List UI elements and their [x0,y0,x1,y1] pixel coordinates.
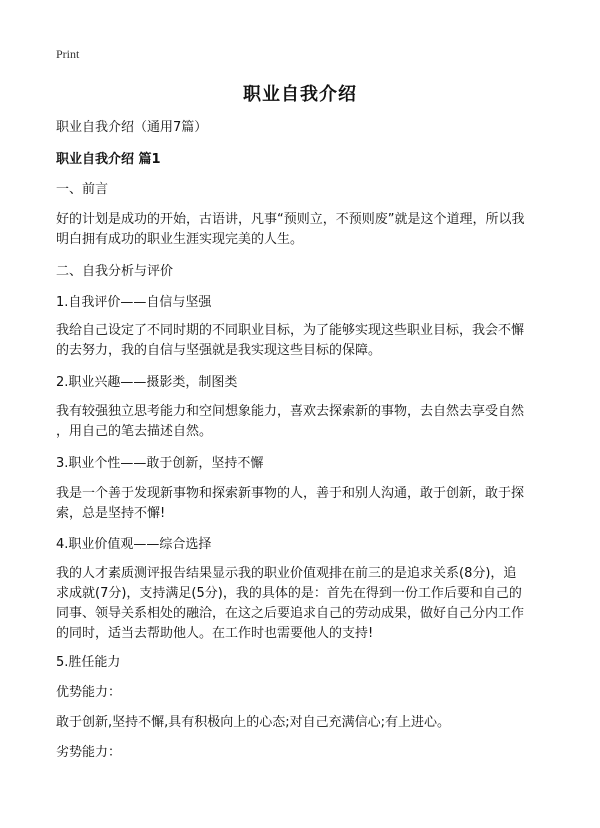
weaknesses-heading: 劣势能力： [56,745,122,760]
preface-paragraph [56,210,552,250]
paragraph-line: 我的人才素质测评报告结果显示我的职业价值观排在前三的是追求关系(8分)，追 [56,566,517,581]
strengths-text: 敢于创新,坚持不懈,具有积极向上的心态;对自己充满信心;有上进心。 [56,715,451,730]
item3-paragraph [56,484,552,524]
paragraph-line: 我有较强独立思考能力和空间想象能力，喜欢去探索新的事物，去自然去享受自然 [56,404,525,419]
item2-paragraph [56,402,552,442]
paragraph-line: 好的计划是成功的开始，古语讲，凡事“预则立，不预则废”就是这个道理，所以我 [56,212,525,227]
print-label: Print [56,47,80,61]
item1-paragraph [56,321,552,361]
document-subtitle: 职业自我介绍（通用7篇） [56,120,208,135]
paragraph-line: 明白拥有成功的职业生涯实现完美的人生。 [56,232,304,247]
item3-heading: 3.职业个性——敢于创新，坚持不懈 [56,456,264,471]
paragraph-line: 同事、领导关系相处的融洽，在这之后要追求自己的劳动成果，做好自己分内工作 [56,606,525,621]
paragraph-line: 我给自己设定了不同时期的不同职业目标，为了能够实现这些职业目标，我会不懈 [56,323,525,338]
item5-heading: 5.胜任能力 [56,655,121,670]
item2-heading: 2.职业兴趣——摄影类，制图类 [56,375,238,390]
preface-heading: 一、前言 [56,182,109,197]
paragraph-line: ，用自己的笔去描述自然。 [56,424,213,439]
paragraph-line: 求成就(7分)，支持满足(5分)，我的具体的是：首先在得到一份工作后要和自己的 [56,586,522,601]
paragraph-line: 的同时，适当去帮助他人。在工作时也需要他人的支持! [56,626,374,641]
analysis-heading: 二、自我分析与评价 [56,264,174,279]
paragraph-line: 索，总是坚持不懈! [56,506,166,521]
article-heading: 职业自我介绍 篇1 [56,152,161,167]
item1-heading: 1.自我评价——自信与坚强 [56,295,212,310]
item4-paragraph [56,564,552,644]
paragraph-line: 的去努力，我的自信与坚强就是我实现这些目标的保障。 [56,343,382,358]
paragraph-line: 我是一个善于发现新事物和探索新事物的人，善于和别人沟通，敢于创新，敢于探 [56,486,525,501]
item4-heading: 4.职业价值观——综合选择 [56,537,212,552]
document-title: 职业自我介绍 [243,84,357,105]
strengths-heading: 优势能力： [56,685,122,700]
